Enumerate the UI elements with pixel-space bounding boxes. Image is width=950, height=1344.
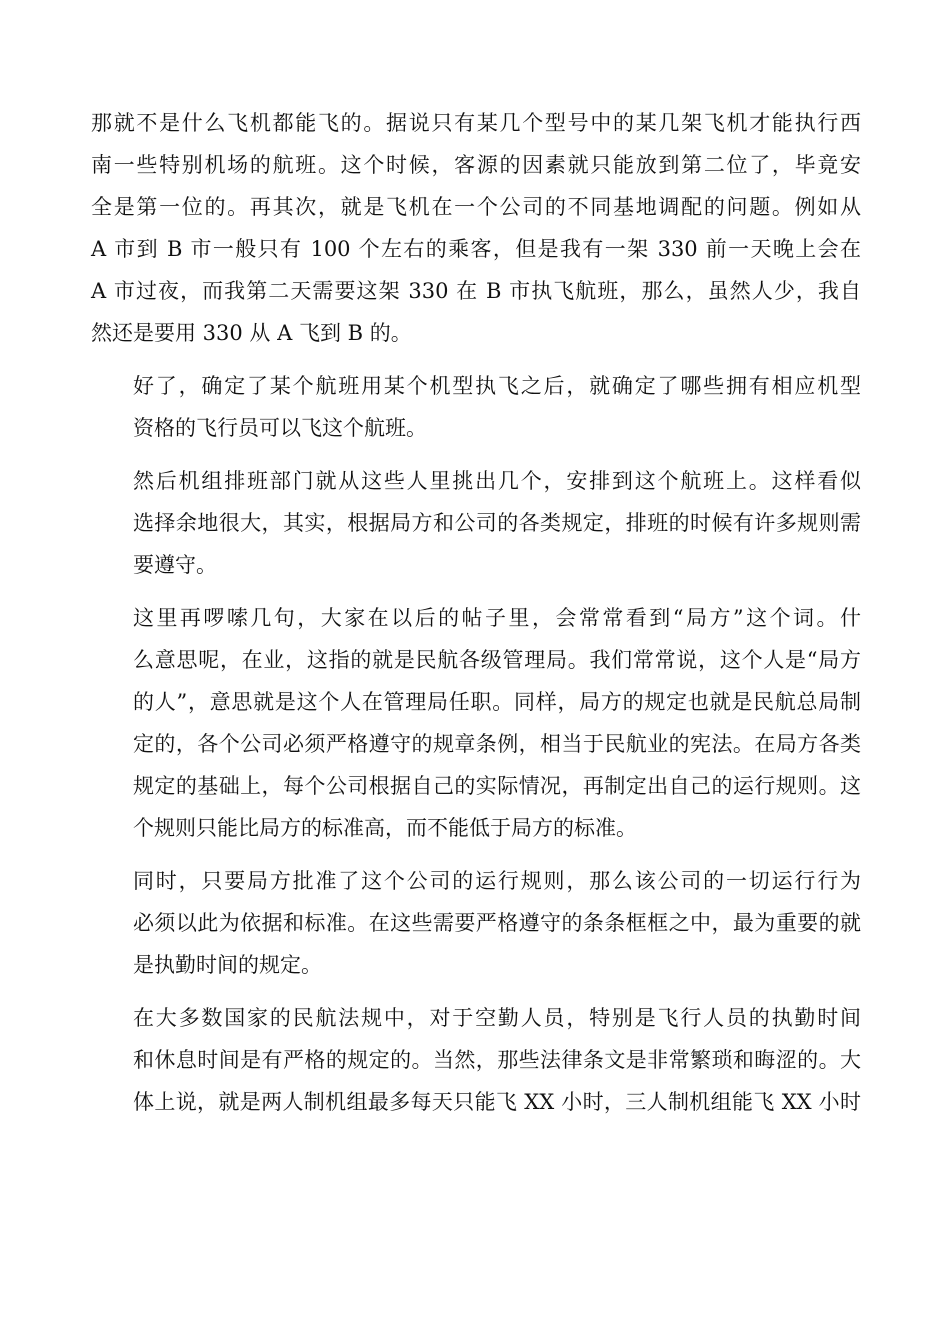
text-line: 在大多数国家的民航法规中，对于空勤人员，特别是飞行人员的执勤时间 bbox=[133, 1006, 861, 1030]
paragraph-1 bbox=[91, 102, 861, 354]
text-line: 资格的飞行员可以飞这个航班。 bbox=[133, 416, 427, 440]
text-line: 是执勤时间的规定。 bbox=[133, 953, 322, 977]
text-line: 好了，确定了某个航班用某个机型执飞之后，就确定了哪些拥有相应机型 bbox=[133, 374, 861, 398]
text-line: 么意思呢，在业，这指的就是民航各级管理局。我们常常说，这个人是“局方 bbox=[133, 648, 861, 672]
text-line: A 市到 B 市一般只有 100 个左右的乘客，但是我有一架 330 前一天晚上会在 bbox=[91, 237, 861, 261]
text-line: 南一些特别机场的航班。这个时候，客源的因素就只能放到第二位了，毕竟安 bbox=[91, 153, 861, 177]
text-line: 要遵守。 bbox=[133, 553, 217, 577]
text-line: 个规则只能比局方的标准高，而不能低于局方的标准。 bbox=[133, 816, 637, 840]
text-line: 规定的基础上，每个公司根据自己的实际情况，再制定出自己的运行规则。这 bbox=[133, 774, 861, 798]
text-line: 然还是要用 330 从 A 飞到 B 的。 bbox=[91, 321, 412, 345]
text-line: 那就不是什么飞机都能飞的。据说只有某几个型号中的某几架飞机才能执行西 bbox=[91, 111, 861, 135]
paragraph-4 bbox=[91, 597, 861, 849]
text-line: 然后机组排班部门就从这些人里挑出几个，安排到这个航班上。这样看似 bbox=[133, 469, 861, 493]
paragraph-5 bbox=[91, 860, 861, 986]
paragraph-3 bbox=[91, 460, 861, 586]
text-line: 必须以此为依据和标准。在这些需要严格遵守的条条框框之中，最为重要的就 bbox=[133, 911, 861, 935]
paragraph-2 bbox=[91, 365, 861, 449]
paragraph-6 bbox=[91, 997, 861, 1123]
text-line: 这里再啰嗦几句，大家在以后的帖子里，会常常看到“局方”这个词。什 bbox=[133, 606, 861, 630]
text-line: 同时，只要局方批准了这个公司的运行规则，那么该公司的一切运行行为 bbox=[133, 869, 861, 893]
text-line: 和休息时间是有严格的规定的。当然，那些法律条文是非常繁琐和晦涩的。大 bbox=[133, 1048, 861, 1072]
text-line: 体上说，就是两人制机组最多每天只能飞 XX 小时，三人制机组能飞 XX 小时 bbox=[133, 1090, 861, 1114]
text-line: 选择余地很大，其实，根据局方和公司的各类规定，排班的时候有许多规则需 bbox=[133, 511, 861, 535]
text-line: 定的，各个公司必须严格遵守的规章条例，相当于民航业的宪法。在局方各类 bbox=[133, 732, 861, 756]
text-line: 的人”，意思就是这个人在管理局任职。同样，局方的规定也就是民航总局制 bbox=[133, 690, 861, 714]
text-line: A 市过夜，而我第二天需要这架 330 在 B 市执飞航班，那么，虽然人少，我自 bbox=[91, 279, 861, 303]
document-body bbox=[91, 102, 861, 1134]
text-line: 全是第一位的。再其次，就是飞机在一个公司的不同基地调配的问题。例如从 bbox=[91, 195, 861, 219]
